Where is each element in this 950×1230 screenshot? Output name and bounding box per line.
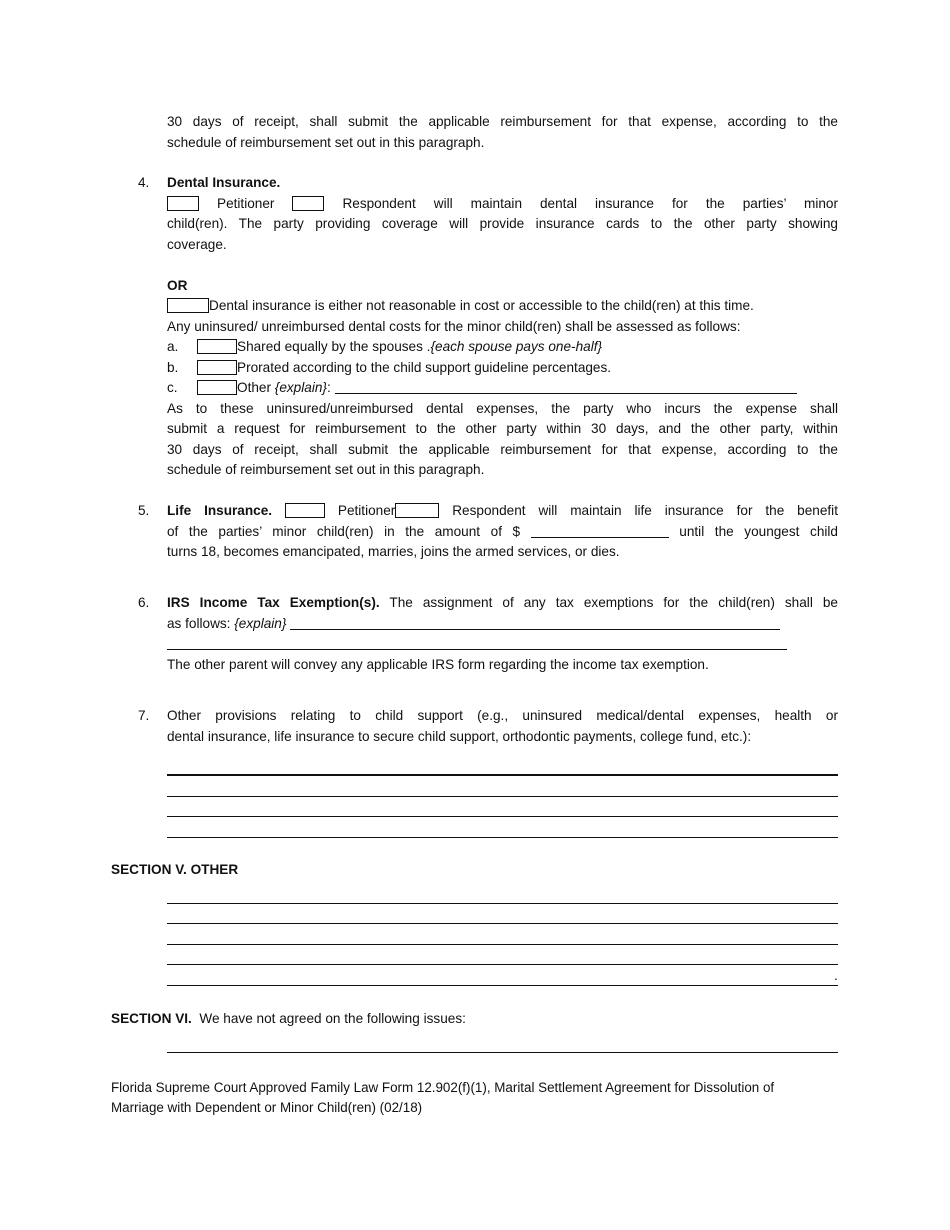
petitioner-checkbox[interactable] (167, 196, 199, 211)
dental-not-reasonable-checkbox[interactable] (167, 298, 209, 313)
tax-exemption-section: IRS Income Tax Exemption(s). The assignment of any tax exemptions for the child(ren) shall be as follows: {explain} The other parent will convey any applicable IRS form regarding the income tax exemption. (167, 595, 838, 672)
life-insurance-amount-field[interactable] (531, 524, 669, 538)
form-footer: Florida Supreme Court Approved Family Law Form 12.902(f)(1), Marital Settlement Agreement for Dissolution of Marriage with Dependent or Minor Child(ren) (02/18) (111, 1080, 775, 1115)
life-insurance-section: Life Insurance. Petitioner Respondent will maintain life insurance for the benefit of the parties’ minor child(ren) in the amount of $ until the youngest child turns 18, becomes emancipated, marries, joins the armed services, or dies. (167, 503, 838, 559)
provisions-line[interactable] (167, 796, 838, 797)
section-title: Life Insurance. (167, 503, 273, 518)
other-line[interactable] (167, 985, 838, 986)
option-c-checkbox[interactable] (197, 380, 237, 395)
continuation-paragraph: 30 days of receipt, shall submit the applicable reimbursement for that expense, according to the schedule of reimbursement set out in this paragraph. (167, 114, 838, 150)
other-line[interactable] (167, 923, 838, 924)
item-number: 6. (138, 595, 150, 610)
other-explain-field[interactable] (335, 380, 797, 394)
section-v-heading: SECTION V. OTHER (111, 862, 239, 877)
section-title: IRS Income Tax Exemption(s). (167, 595, 380, 610)
dental-insurance-section: Dental Insurance. Petitioner Respondent will maintain dental insurance for the parties’ minor child(ren). The party providing coverage will provide insurance cards to the other party showing coverage. OR Dental insurance is either not reasonable in cost or accessible to the child(ren) at this time. Any uninsured/ unreimbursed dental costs for the minor child(ren) shall be assessed as follows: a. Shared equally by the spouses .{each spouse pays one-half} b. Prorated according to the child support guideline percentages. c. Other {explain}: As to these uninsured/unreimbursed dental expenses, the party who incurs the expense shall submit a request for reimbursement to the other party within 30 days, and the other party, within 30 days of receipt, shall submit the applicable reimbursement for that expense, according to the schedule of reimbursement set out in this paragraph. (167, 175, 839, 477)
other-line[interactable] (167, 903, 838, 904)
tax-explain-field-2[interactable] (167, 636, 787, 650)
provisions-line[interactable] (167, 837, 838, 838)
period: . (834, 968, 838, 983)
provisions-line[interactable] (167, 816, 838, 817)
item-number: 5. (138, 503, 150, 518)
section-vi-heading: SECTION VI. We have not agreed on the following issues: (111, 1011, 466, 1026)
issues-line[interactable] (167, 1052, 838, 1053)
item-number: 7. (138, 708, 150, 723)
respondent-checkbox[interactable] (395, 503, 439, 518)
section-title: Dental Insurance. (167, 175, 281, 190)
option-a-checkbox[interactable] (197, 339, 237, 354)
item-number: 4. (138, 175, 150, 190)
tax-explain-field[interactable] (290, 616, 780, 630)
other-line[interactable] (167, 944, 838, 945)
option-b-checkbox[interactable] (197, 360, 237, 375)
provisions-line[interactable] (167, 774, 838, 776)
or-label: OR (167, 277, 188, 293)
petitioner-checkbox[interactable] (285, 503, 325, 518)
other-line[interactable] (167, 964, 838, 965)
other-provisions-section: Other provisions relating to child support (e.g., uninsured medical/dental expenses, health or dental insurance, life insurance to secure child support, orthodontic payments, college fund, etc.): (167, 708, 838, 744)
respondent-checkbox[interactable] (292, 196, 324, 211)
